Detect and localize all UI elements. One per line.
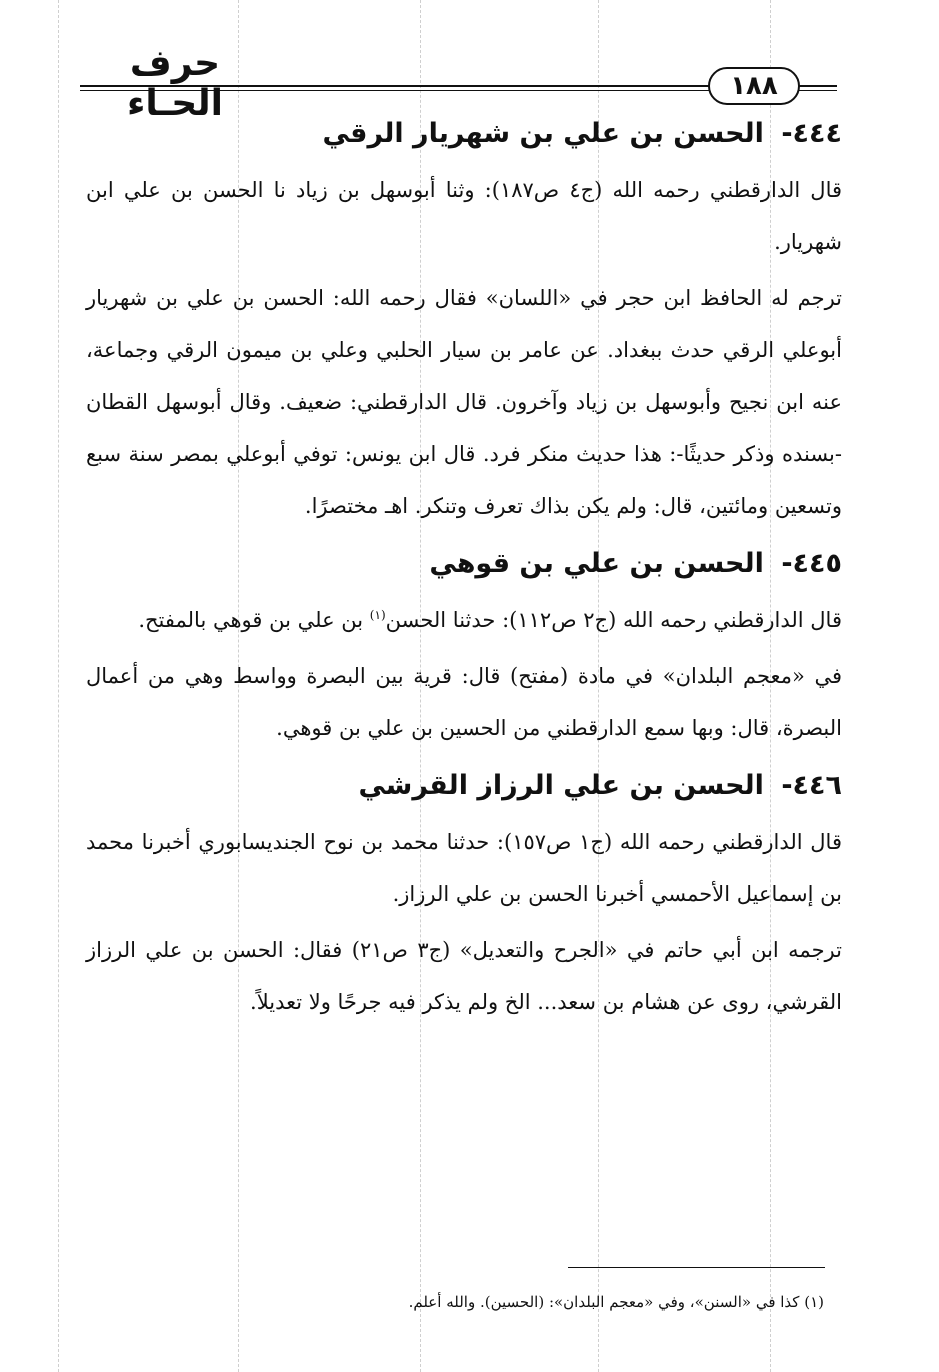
page-content	[86, 108, 842, 1028]
paragraph-text: قال الدارقطني رحمه الله (ج٢ ص١١٢): حدثنا الحسن	[385, 608, 842, 632]
entry-paragraph: ترجمه ابن أبي حاتم في «الجرح والتعديل» (ج٣ ص٢١) فقال: الحسن بن علي الرزاز القرشي، روى عن هشام بن سعد... الخ ولم يذكر فيه جرحًا ولا تعديلاً.	[86, 938, 842, 1014]
footnote-rule	[568, 1267, 825, 1268]
entry-444	[86, 108, 842, 532]
entry-title: الحسن بن علي الرزاز القرشي	[358, 770, 764, 801]
entry-paragraph	[86, 594, 842, 646]
entry-paragraph: قال الدارقطني رحمه الله (ج٤ ص١٨٧): وثنا أبوسهل بن زياد نا الحسن بن علي ابن شهريار.	[86, 178, 843, 254]
entry-number: ٤٤٦-	[781, 770, 842, 801]
entry-446	[86, 760, 842, 1028]
entry-title: الحسن بن علي بن شهريار الرقي	[322, 118, 764, 149]
entry-heading	[86, 760, 842, 812]
entry-number: ٤٤٥-	[781, 548, 842, 579]
page-number: ١٨٨	[708, 67, 800, 105]
footnote: (١) كذا في «السنن»، وفي «معجم البلدان»: (الحسين). والله أعلم.	[408, 1293, 824, 1311]
entry-paragraph: قال الدارقطني رحمه الله (ج١ ص١٥٧): حدثنا محمد بن نوح الجنديسابوري أخبرنا محمد بن إسماعيل الأحمسي أخبرنا الحسن بن علي الرزاز.	[86, 830, 842, 906]
entry-paragraph: في «معجم البلدان» في مادة (مفتح) قال: قرية بين البصرة وواسط وهي من أعمال البصرة، قال: وبها سمع الدارقطني من الحسين بن علي بن قوهي.	[86, 664, 842, 740]
entry-heading	[86, 108, 842, 160]
entry-heading	[86, 538, 842, 590]
entry-title: الحسن بن علي بن قوهي	[429, 548, 764, 579]
entry-paragraph: ترجم له الحافظ ابن حجر في «اللسان» فقال رحمه الله: الحسن بن علي بن شهريار أبوعلي الرقي حدث ببغداد. عن عامر بن سيار الحلبي وعلي بن ميمون الرقي وجماعة، عنه ابن نجيح وأبوسهل بن زياد وآخرون. قال الدارقطني: ضعيف. وقال أبوسهل القطان -بسنده وذكر حديثًا-: هذا حديث منكر فرد. قال ابن يونس: توفي أبوعلي بمصر سنة سبع وتسعين ومائتين، قال: ولم يكن بذاك تعرف وتنكر. اهـ مختصرًا.	[86, 286, 842, 518]
footnote-marker: (١)	[369, 608, 386, 622]
scan-guide-line	[58, 0, 59, 1372]
paragraph-text: بن علي بن قوهي بالمفتح.	[138, 608, 370, 632]
page-header-title: حرف الحـاء	[126, 43, 224, 124]
entry-445	[86, 538, 842, 754]
entry-number: ٤٤٤-	[781, 118, 842, 149]
